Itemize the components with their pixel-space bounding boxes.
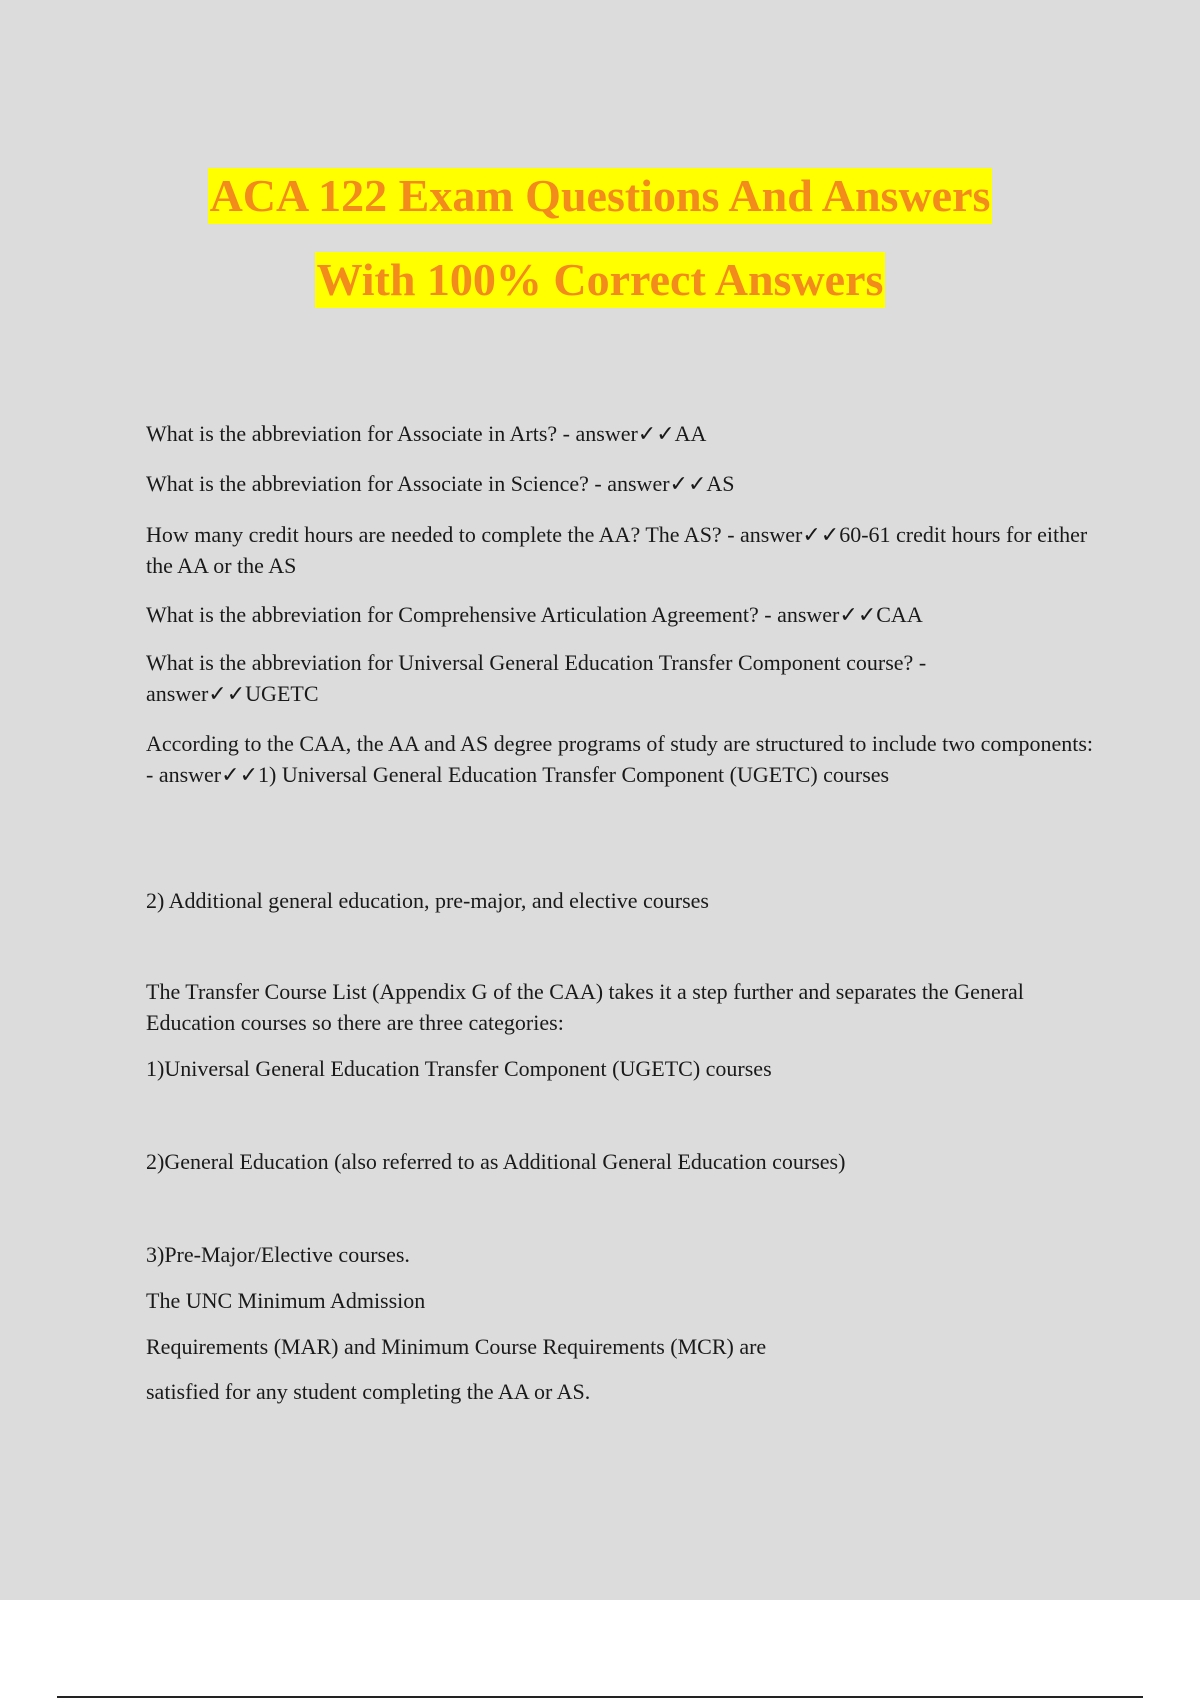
qa-item-as: What is the abbreviation for Associate in Science? - answer✓✓AS xyxy=(146,471,735,496)
satisfied-line: satisfied for any student completing the AA or AS. xyxy=(146,1379,591,1404)
document-title xyxy=(0,168,1200,308)
qa-item-caa: What is the abbreviation for Comprehensive Articulation Agreement? - answer✓✓CAA xyxy=(146,602,923,627)
qa-item-credit-hours: How many credit hours are needed to complete the AA? The AS? - answer✓✓60-61 credit hours for either the AA or the AS xyxy=(146,522,1088,578)
title-line-1: ACA 122 Exam Questions And Answers xyxy=(208,168,993,224)
qa-item-components: According to the CAA, the AA and AS degree programs of study are structured to include two components: - answer✓✓1) Universal General Education Transfer Component (UGETC) courses xyxy=(146,731,1094,787)
category-3-text: 3)Pre-Major/Elective courses. xyxy=(146,1242,410,1267)
unc-admission-line: The UNC Minimum Admission xyxy=(146,1288,426,1313)
title-line-2: With 100% Correct Answers xyxy=(315,252,886,308)
category-2-text: 2)General Education (also referred to as Additional General Education courses) xyxy=(146,1149,846,1174)
category-1-text: 1)Universal General Education Transfer Component (UGETC) courses xyxy=(146,1056,772,1081)
qa-item-ugetc: What is the abbreviation for Universal General Education Transfer Component course? - answer✓✓UGETC xyxy=(146,650,927,706)
component-2-text: 2) Additional general education, pre-major, and elective courses xyxy=(146,888,709,913)
requirements-line: Requirements (MAR) and Minimum Course Requirements (MCR) are xyxy=(146,1334,767,1359)
footer-divider xyxy=(57,1696,1143,1698)
qa-item-aa: What is the abbreviation for Associate in Arts? - answer✓✓AA xyxy=(146,421,707,446)
transfer-course-list-text: The Transfer Course List (Appendix G of the CAA) takes it a step further and separates the General Education courses so there are three categories: xyxy=(146,979,1024,1035)
